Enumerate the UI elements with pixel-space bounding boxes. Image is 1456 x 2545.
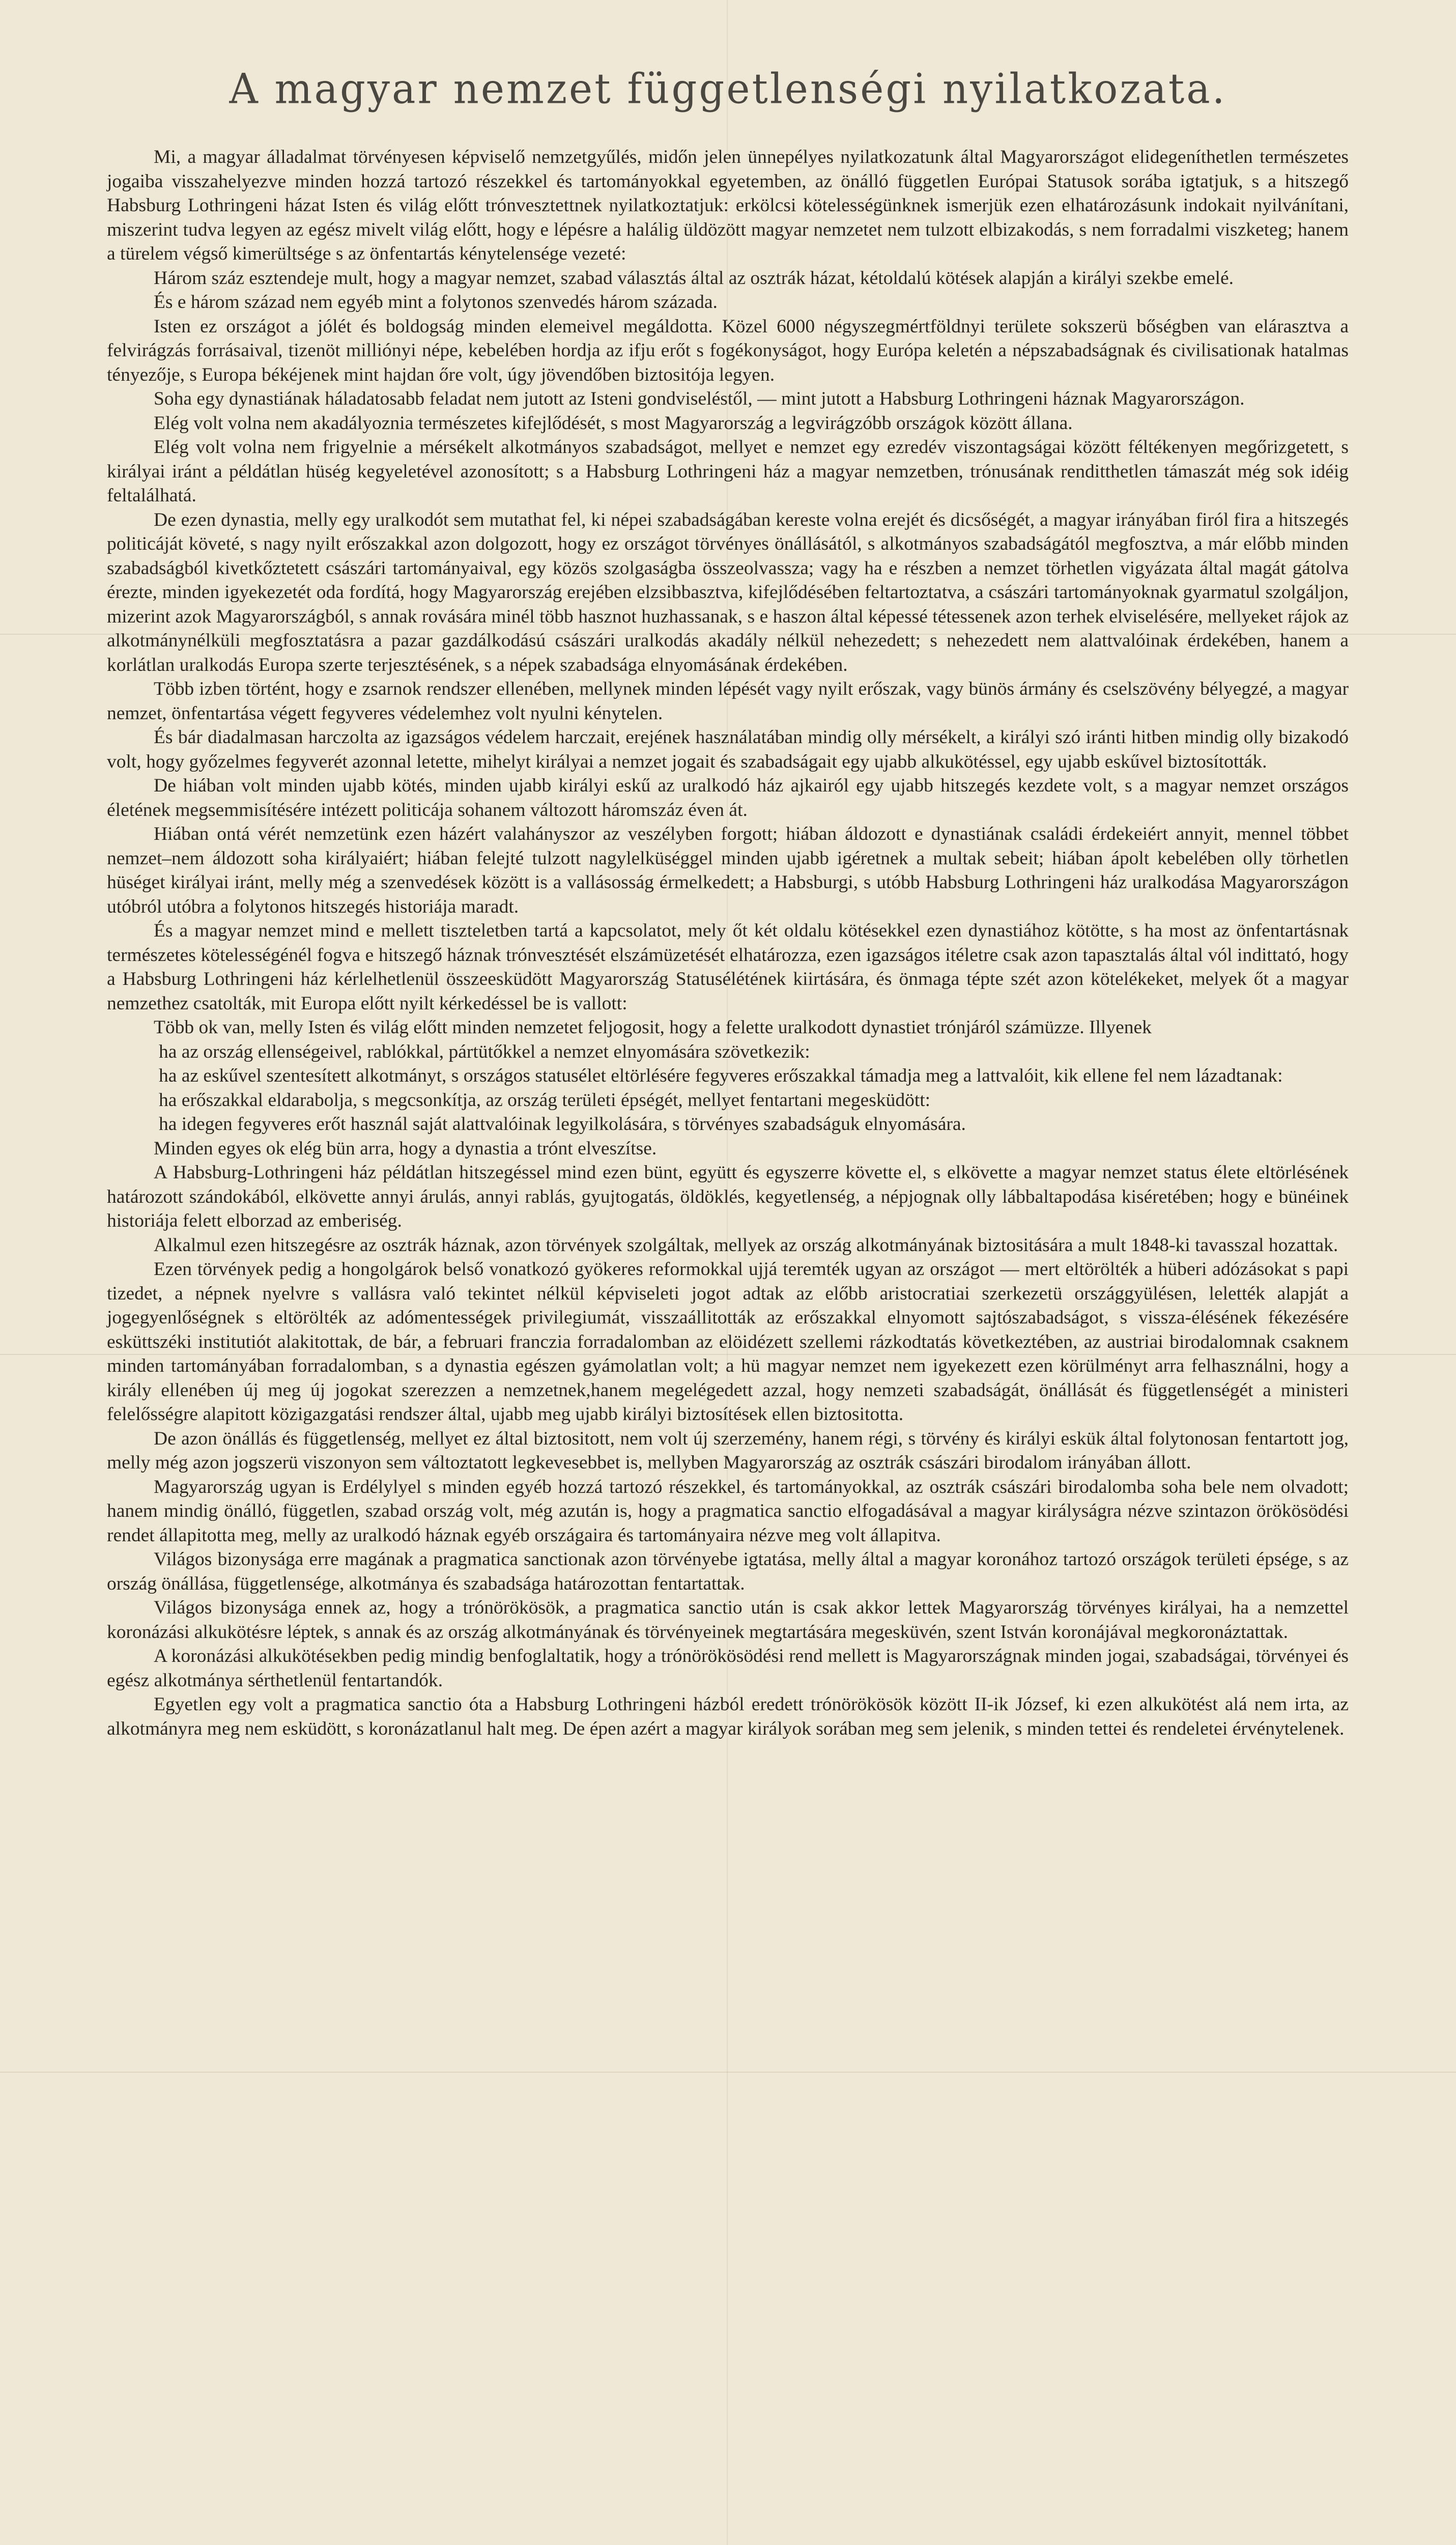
paragraph: Minden egyes ok elég bün arra, hogy a dynastia a trónt elveszítse. <box>154 1138 657 1159</box>
condition-item: ha idegen fegyveres erőt használ saját alattvalóinak legyilkolására, s törvényes szabadságuk elnyomására. <box>159 1114 966 1135</box>
paragraph: És a magyar nemzet mind e mellett tiszteletben tartá a kapcsolatot, mely őt két oldalu kötésekkel ezen dynastiához kötötte, s ha most az önfentartásnak természetes kötelességénél fogva e hitszegő háznak trónvesztését elszámüzetését elhatározza, ezen igazságos itéletre csak azon tapasztalás által vól indittató, hogy a Habsburg Lothringeni ház kérlelhetlenül összeesküdött Magyarország Statusélétének kiirtására, és önmaga tépte szét azon kötelékeket, melyek őt a magyar nemzethez csatolták, mit Europa előtt nyilt kérkedéssel be is vallott: <box>107 920 1349 1014</box>
paragraph: Mi, a magyar álladalmat törvényesen képviselő nemzetgyűlés, midőn jelen ünnepélyes nyilatkozatunk által Magyarországot elidegeníthetlen természetes jogaiba visszahelyezve minden hozzá tartozó részekkel és tartományokkal egyetemben, az önálló független Európai Statusok sorába igtatjuk, s a hitszegő Habsburg Lothringeni házat Isten és világ előtt trónvesztettnek nyilatkoztatjuk: erkölcsi kötelességünknek ismerjük ezen elhatározásunk indokait nyilvánítani, miszerint tudva legyen az egész mivelt világ előtt, hogy e lépésre a halálig üldözött magyar nemzetet nem tulzott elbizakodás, s nem forradalmi viszketeg; hanem a türelem végső kimerültsége s az önfentartás kénytelensége vezeté: <box>107 147 1349 264</box>
paragraph: Soha egy dynastiának háladatosabb feladat nem jutott az Isteni gondviseléstől, — mint jutott a Habsburg Lothringeni háznak Magyarországon. <box>154 388 1245 409</box>
paragraph: Egyetlen egy volt a pragmatica sanctio óta a Habsburg Lothringeni házból eredett trónörökösök között II-ik József, ki ezen alkukötést alá nem irta, az alkotmányra meg nem esküdött, s koronázatlanul halt meg. De épen azért a magyar királyok sorában meg sem jelenik, s minden tettei és rendeletei érvénytelenek. <box>107 1694 1349 1739</box>
document-title: A magyar nemzet függetlenségi nyilatkozata. <box>229 65 1227 114</box>
paragraph: De azon önállás és függetlenség, mellyet ez által biztositott, nem volt új szerzemény, hanem régi, s törvény és királyi eskük által folytonosan fentartott jog, melly még azon jogszerü viszonyon sem változtatott legkevesebbet is, mellyben Magyarország az osztrák császári birodalom irányában állott. <box>107 1428 1349 1473</box>
paragraph: Elég volt volna nem akadályoznia természetes kifejlődését, s most Magyarország a legvirágzóbb országok között állana. <box>154 412 1073 434</box>
paragraph: Világos bizonysága ennek az, hogy a trónörökösök, a pragmatica sanctio után is csak akkor lettek Magyarország törvényes királyai, ha a nemzettel koronázási alkukötésre léptek, s annak és az ország alkotmányának és törvényeinek megtartására megesküvén, szent István koronájával megkoronáztattak. <box>107 1597 1349 1643</box>
paragraph: De ezen dynastia, melly egy uralkodót sem mutathat fel, ki népei szabadságában kereste volna erejét és dicsőségét, a magyar irányában firól fira a hitszegés politicáját követé, s nagy nyilt erőszakkal azon dolgozott, hogy ez országot törvényes önállásától, s alkotmányos szabadságától megfosztva, a már előbb minden szabadságból kivetkőztetett császári tartományaival, egy közös szolgaságba összeolvassza; vagy ha e részben a nemzet törhetlen vigyázata által magát gátolva érezte, minden igyekezetét oda fordítá, hogy Magyarország erejében elzsibbasztva, kifejlődésében feltartoztatva, a császári tartományoknak gyarmatul szolgáljon, mizerint azok Magyarországból, s annak rovására minél több hasznot huzhassanak, s e haszon által képessé tétessenek azon terhek elviselésére, mellyeket rájok az alkotmánynélküli megfosztatásra a pazar gazdálkodású császári uralkodás akadály nélkül nehezedett; s nehezedett nem alattvalóinak érdekében, hanem a korlátlan uralkodás Europa szerte terjesztésének, s a népek szabadsága elnyomásának érdekében. <box>107 509 1349 675</box>
paragraph: Isten ez országot a jólét és boldogság minden elemeivel megáldotta. Közel 6000 négyszegmértföldnyi területe sokszerü bőségben van elárasztva a felvirágzás forrásaival, tizenöt milliónyi népe, kebelében hordja az ifju erőt s fogékonyságot, hogy Európa keletén a népszabadságnak és civilisationak hatalmas tényezője, s Europa békéjenek mint hajdan őre volt, úgy jövendőben biztositója legyen. <box>107 316 1349 385</box>
paragraph: Magyarország ugyan is Erdélylyel s minden egyéb hozzá tartozó részekkel, és tartományokkal, az osztrák császári birodalomba soha bele nem olvadott; hanem mindig önálló, független, szabad ország volt, még azután is, hogy a pragmatica sanctio elfogadásával a magyar királyságra nézve szintazon örökösödési rendet állapitotta meg, melly az uralkodó háznak egyéb országaira és tartományaira nézve meg volt állapitva. <box>107 1476 1349 1546</box>
paragraph: Ezen törvények pedig a hongolgárok belső vonatkozó gyökeres reformokkal ujjá teremték ugyan az országot — mert eltörölték a hüberi adózásokat s papi tizedet, a népnek nyelvre s vallásra való tekintet nélkül képviseleti jogot adtak az előbb aristocratiai szerkezetü országgyülésen, lelették alapját a jogegyenlőségnek s eltörölték az adómentességek privilegiumát, visszaállitották az erőszakkal elnyomott sajtószabadságot, s vissza-élésének fékezésére esküttszéki institutiót alakitottak, de bár, a februari franczia forradalomban az elöidézett szellemi rázkodtatás következtében, az austriai birodalomnak csaknem minden tartományában forradalomban, s a dynastia egészen gyámolatlan volt; a hü magyar nemzet nem igyekezett ezen körülményt arra felhasználni, hogy a király ellenében új meg új jogokat szerezzen a nemzetnek,hanem megelégedett azzal, hogy nemzeti szabadságát, önállását és függetlenségét a ministeri felelősségre alapitott közigazgatási rendszer által, ujabb meg ujabb királyi biztosítések ellen biztositotta. <box>107 1259 1349 1425</box>
document-body <box>107 145 1349 1741</box>
paragraph: Több ok van, melly Isten és világ előtt minden nemzetet feljogosit, hogy a felette uralkodott dynastiet trónjáról számüzze. Illyenek <box>154 1017 1152 1038</box>
fold-line <box>0 2072 1456 2073</box>
paragraph: Három száz esztendeje mult, hogy a magyar nemzet, szabad választás által az osztrák házat, kétoldalú kötések alapján a királyi szekbe emelé. <box>154 267 1234 289</box>
condition-item: ha az ország ellenségeivel, rablókkal, pártütőkkel a nemzet elnyomására szövetkezik: <box>159 1041 810 1062</box>
paragraph: Alkalmul ezen hitszegésre az osztrák háznak, azon törvények szolgáltak, mellyek az ország alkotmányának biztositására a mult 1848-ki tavasszal hozattak. <box>154 1234 1338 1256</box>
paragraph: Hiában ontá vérét nemzetünk ezen házért valahányszor az veszélyben forgott; hiában áldozott e dynastiának családi érdekeiért annyit, mennel többet nemzet–nem áldozott soha királyaiért; hiában felejté tulzott nagylelküséggel minden ujabb igéretnek a multak sebeit; hiában ápolt kebelében olly törhetlen hüséget királyai iránt, melly még a szenvedések között is a vallásosság érmelkedett; a Habsburgi, s utóbb Habsburg Lothringeni ház uralkodása Magyarországon utóbról utóbra a folytonos hitszegés historiája maradt. <box>107 824 1349 917</box>
paragraph: Világos bizonysága erre magának a pragmatica sanctionak azon törvényebe igtatása, melly által a magyar koronához tartozó országok területi épsége, s az ország önállása, függetlensége, alkotmánya és szabadsága határozottan fentartattak. <box>107 1549 1349 1594</box>
paragraph: Több izben történt, hogy e zsarnok rendszer ellenében, mellynek minden lépését vagy nyilt erőszak, vagy bünös ármány és cselszövény bélyegzé, a magyar nemzet, önfentartása végett fegyveres védelemhez volt nyulni kénytelen. <box>107 678 1349 724</box>
paragraph: A koronázási alkukötésekben pedig mindig benfoglaltatik, hogy a trónörökösödési rend mellett is Magyarországnak minden jogai, szabadságai, törvényei és egész alkotmánya sérthetlenül fentartandók. <box>107 1646 1349 1691</box>
paragraph: És e három század nem egyéb mint a folytonos szenvedés három százada. <box>154 292 718 313</box>
condition-item: ha az eskűvel szentesített alkotmányt, s országos statusélet eltörlésére fegyveres erőszakkal támadja meg a lattvalóit, kik ellene fel nem lázadtanak: <box>159 1065 1283 1086</box>
paragraph: És bár diadalmasan harczolta az igazságos védelem harczait, erejének használatában mindig olly mérsékelt, a királyi szó iránti hitben mindig olly bizakodó volt, hogy győzelmes fegyverét azonnal letette, mihelyt királyai a nemzet jogait és szabadságait egy ujabb alkukötéssel, egy ujabb eskűvel biztosították. <box>107 727 1349 772</box>
paragraph: De hiában volt minden ujabb kötés, minden ujabb királyi eskű az uralkodó ház ajkairól egy ujabb hitszegés kezdete volt, s a magyar nemzet országos életének megsemmisítésére intézett politicája sohanem változott háromszáz éven át. <box>107 775 1349 821</box>
condition-item: ha erőszakkal eldarabolja, s megcsonkítja, az ország területi épségét, mellyet fentartani megesküdött: <box>159 1089 931 1111</box>
paragraph: A Habsburg-Lothringeni ház példátlan hitszegéssel mind ezen bünt, együtt és egyszerre követte el, s elkövette a magyar nemzet status élete eltörlésének határozott szándokából, elkövette annyi árulás, annyi rablás, gyujtogatás, öldöklés, kegyetlenség, a népjognak olly lábbaltapodása kiséretében; hogy e bünéinek historiája felett elborzad az emberiség. <box>107 1162 1349 1231</box>
paragraph: Elég volt volna nem frigyelnie a mérsékelt alkotmányos szabadságot, mellyet e nemzet egy ezredév viszontagságai között féltékenyen megőrizgetett, s királyai iránt a példátlan hüség kegyeletével azonosított; s a Habsburg Lothringeni ház a magyar nemzetben, trónusának renditthetlen támaszát még sok idéig feltalálhatá. <box>107 437 1349 506</box>
